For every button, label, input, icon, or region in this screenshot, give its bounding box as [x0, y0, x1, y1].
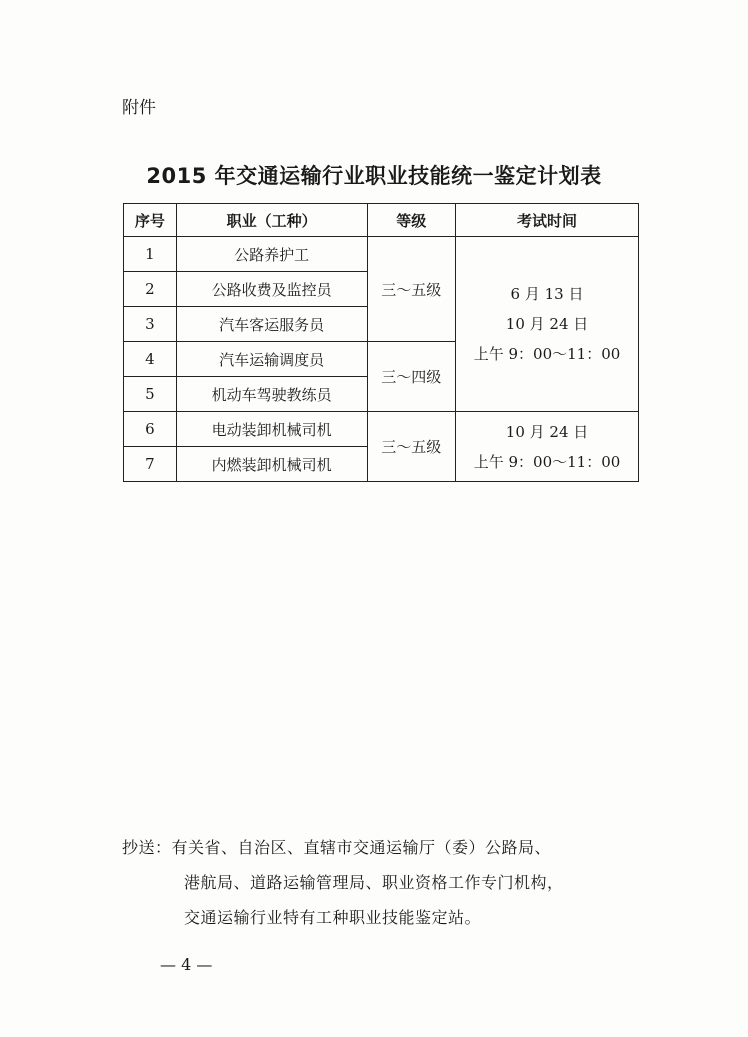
row-no: 2 — [124, 272, 177, 307]
cc-line-3: 交通运输行业特有工种职业技能鉴定站。 — [184, 908, 482, 927]
table-row — [124, 237, 639, 272]
cc-block — [122, 830, 662, 935]
time-cell — [456, 412, 639, 482]
row-job: 公路收费及监控员 — [176, 272, 367, 307]
row-job: 汽车运输调度员 — [176, 342, 367, 377]
time-date: 10 月 24 日 — [505, 422, 589, 441]
row-job: 公路养护工 — [176, 237, 367, 272]
row-job: 机动车驾驶教练员 — [176, 377, 367, 412]
time-hours: 上午 9：00～11：00 — [473, 345, 621, 363]
header-level: 等级 — [367, 204, 455, 237]
row-no: 5 — [124, 377, 177, 412]
time-date-1: 6 月 13 日 — [510, 285, 584, 303]
level-cell: 三～四级 — [367, 342, 455, 412]
row-no: 4 — [124, 342, 177, 377]
plan-table — [123, 203, 639, 482]
table-row — [124, 412, 639, 447]
time-cell — [456, 237, 639, 412]
time-date-2: 10 月 24 日 — [505, 315, 589, 333]
page-title: 2015 年交通运输行业职业技能统一鉴定计划表 — [146, 164, 602, 188]
row-no: 1 — [124, 237, 177, 272]
row-job: 汽车客运服务员 — [176, 307, 367, 342]
row-no: 7 — [124, 447, 177, 482]
table-header-row — [124, 204, 639, 237]
header-time: 考试时间 — [456, 204, 639, 237]
attachment-label: 附件 — [122, 98, 156, 118]
row-no: 3 — [124, 307, 177, 342]
level-cell: 三～五级 — [367, 412, 455, 482]
header-no: 序号 — [124, 204, 177, 237]
time-hours: 上午 9：00～11：00 — [473, 452, 621, 471]
cc-line-1: 抄送：有关省、自治区、直辖市交通运输厅（委）公路局、 — [122, 838, 552, 857]
page-number: — 4 — — [160, 955, 213, 974]
header-job: 职业（工种） — [176, 204, 367, 237]
row-job: 内燃装卸机械司机 — [176, 447, 367, 482]
row-job: 电动装卸机械司机 — [176, 412, 367, 447]
cc-line-2: 港航局、道路运输管理局、职业资格工作专门机构， — [184, 873, 564, 892]
level-cell: 三～五级 — [367, 237, 455, 342]
row-no: 6 — [124, 412, 177, 447]
